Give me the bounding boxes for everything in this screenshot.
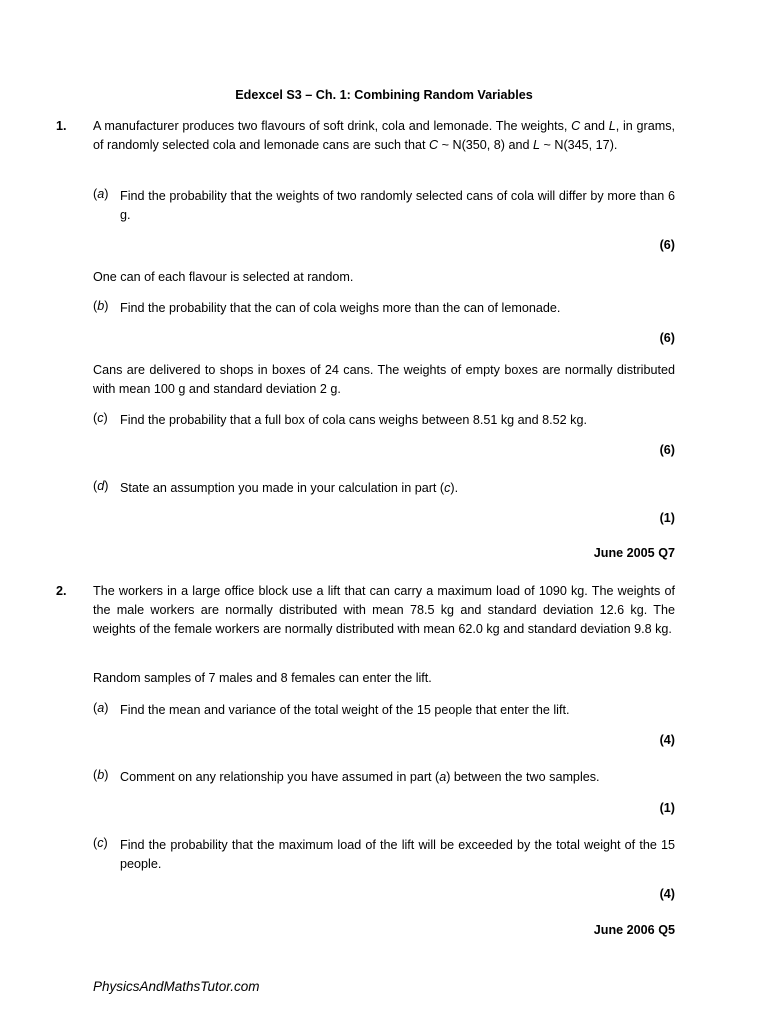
q2-part-c-text: Find the probability that the maximum load of the lift will be exceeded by the total weight of the 15 people. xyxy=(120,838,675,871)
q1-part-a-label: (a) xyxy=(93,187,109,201)
q2-source-reference: June 2006 Q5 xyxy=(593,923,675,937)
footer-website: PhysicsAndMathsTutor.com xyxy=(93,979,260,994)
q1-statement-1: One can of each flavour is selected at random. xyxy=(93,270,354,284)
q1-part-a-marks: (6) xyxy=(659,238,675,252)
question-2-number: 2. xyxy=(56,584,67,598)
q1-part-c-label: (c) xyxy=(93,411,108,425)
q1-part-d-text: State an assumption you made in your calculation in part (c). xyxy=(120,481,459,495)
q1-statement-2: Cans are delivered to shops in boxes of 24 cans. The weights of empty boxes are normally distributed with mean 100 g and standard deviation 2 g. xyxy=(93,363,675,396)
page-title: Edexcel S3 – Ch. 1: Combining Random Variables xyxy=(235,88,533,102)
q2-part-a-label: (a) xyxy=(93,701,109,715)
q2-part-c-marks: (4) xyxy=(659,887,675,901)
q1-source-reference: June 2005 Q7 xyxy=(593,546,675,560)
q1-part-d-label: (d) xyxy=(93,479,109,493)
q1-part-c-text: Find the probability that a full box of cola cans weighs between 8.51 kg and 8.52 kg. xyxy=(120,413,587,427)
q1-part-a-text: Find the probability that the weights of two randomly selected cans of cola will differ by more than 6 g. xyxy=(120,189,675,222)
question-1-intro: A manufacturer produces two flavours of soft drink, cola and lemonade. The weights, C and L, in grams, of randomly selected cola and lemonade cans are such that C ~ N(350, 8) and L ~ N(345, 17). xyxy=(93,119,675,152)
q1-part-b-marks: (6) xyxy=(659,331,675,345)
q2-part-a-text: Find the mean and variance of the total weight of the 15 people that enter the lift. xyxy=(120,703,570,717)
q1-part-b-text: Find the probability that the can of cola weighs more than the can of lemonade. xyxy=(120,301,561,315)
q1-part-d-marks: (1) xyxy=(659,511,675,525)
q1-part-c-marks: (6) xyxy=(659,443,675,457)
q2-part-b-marks: (1) xyxy=(659,801,675,815)
q1-part-b-label: (b) xyxy=(93,299,109,313)
q2-part-c-label: (c) xyxy=(93,836,108,850)
q2-part-b-label: (b) xyxy=(93,768,109,782)
question-2-intro: The workers in a large office block use a lift that can carry a maximum load of 1090 kg. The weights of the male workers are normally distributed with mean 78.5 kg and standard deviation 12.6 kg. The weights of the female workers are normally distributed with mean 62.0 kg and standard deviation 9.8 kg. xyxy=(93,584,675,636)
q2-part-b-text: Comment on any relationship you have assumed in part (a) between the two samples. xyxy=(120,770,600,784)
q2-statement: Random samples of 7 males and 8 females can enter the lift. xyxy=(93,671,432,685)
question-1-number: 1. xyxy=(56,119,67,133)
q2-part-a-marks: (4) xyxy=(659,733,675,747)
